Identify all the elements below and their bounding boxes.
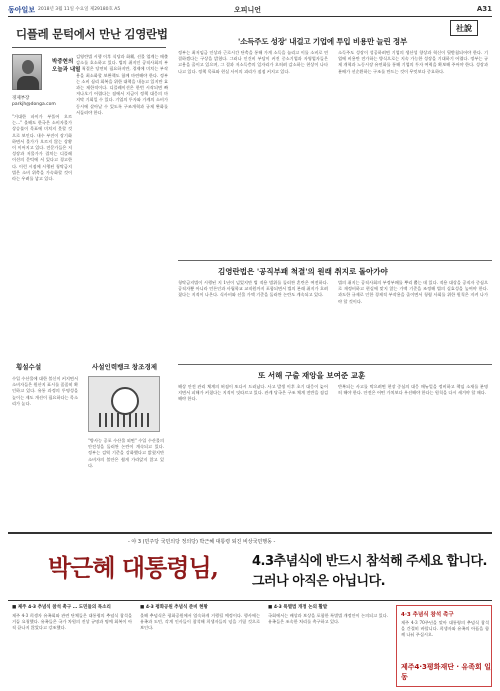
classified-col-2: [140, 605, 260, 687]
ad-footer: 제주4·3평화재단 · 유족회 일동: [401, 663, 491, 681]
banner-line-2: 그러나 아직은 아닙니다.: [252, 574, 386, 589]
editorial-body-3a: 해상 안전 관리 체계의 허점이 또다시 드러났다. 사고 발생 이후 초기 대응이 늦어지면서 피해가 커졌다는 지적이 잇따르고 있다. 관계 당국은 구조 체계 전반을 점검해야 한다.: [178, 384, 328, 402]
column-body-left: "거대한 파이가 부풀어 오르는…" 올해도 한국은 소비자물가 상승률이 목표에 미치지 못할 것으로 보인다. 내수 부진이 장기화하면서 물가가 오르지 않는 상황이 이어지고 있다. 전문가들은 저성장과 저물가가 겹치는 디플레이션의 문턱에 서 있다고 경고한다. 이런 시점에 시행된 청탁금지법은 소비 위축을 가속화할 것이라는 우려를 낳고 있다.: [12, 114, 72, 182]
cartoon-caption: "방사능 공포 수산물 외면" 수입 수산물의 안전성을 둘러싼 논란이 계속되고 있다. 정부는 검역 기준을 강화했다고 밝혔지만 소비자의 불안은 쉽게 가라앉지 않고 있다.: [88, 438, 164, 468]
banner-big-text: 박근혜 대통령님,: [48, 553, 218, 582]
cartoon-body: 수입 수산물에 대한 불신이 커지면서 소비자들은 원산지 표시를 꼼꼼히 확인하고 있다. 유통 과정의 투명성을 높이는 제도 개선이 필요하다는 목소리가 높다.: [12, 376, 78, 406]
cartoon-section: [8, 358, 170, 528]
banner-ad: [8, 532, 492, 598]
editorial-divider-1: [178, 260, 492, 261]
editorial-title-1: '소득주도 성장' 내걸고 기업에 투입 비용만 늘린 정부: [238, 37, 408, 46]
editorial-body-2b: 법의 취지는 공직사회의 부정부패를 뿌리 뽑는 데 있다. 적용 대상을 공직자 중심으로 재정비하고 현실에 맞지 않는 가액 기준을 조정해 법의 실효성을 높여야 한다. 과도한 규제로 인한 경제적 부작용을 줄이면서 청렴 사회를 위한 원칙은 지켜 나가야 할 것이다.: [338, 280, 488, 304]
column-article: [8, 20, 170, 354]
ad-title: 4·3 추념식 참석 촉구: [401, 612, 454, 618]
photo-head: [22, 60, 34, 74]
column-headline: 디플레 문턱에서 만난 김영란법: [16, 27, 168, 41]
editorial-body-2a: 청탁금지법이 시행된 지 1년이 넘었지만 법 적용 범위를 둘러싼 혼란은 여전하다. 공직자뿐 아니라 언론인과 사립학교 교직원까지 포함되면서 법의 본래 취지가 흐려졌다는 지적이 나온다. 식사비와 선물 가액 기준을 둘러싼 논란도 계속되고 있다.: [178, 280, 328, 298]
columnist-label: 박중현의 오늘과 내일: [52, 59, 81, 73]
classified-col-3-body: 국회에서는 배상과 보상을 포함한 특별법 개정안이 논의되고 있다. 유족들은 조속한 처리를 촉구하고 있다.: [268, 613, 388, 625]
classified-col-3-head: ■ 4·3 특별법 개정 논의 활발: [268, 605, 328, 610]
columnist-info: [12, 96, 56, 108]
page-number: A31: [476, 5, 492, 13]
editorial-divider-2: [178, 364, 492, 365]
classified-col-2-head: ■ 4·3 평화공원 추념식 준비 현황: [140, 605, 208, 610]
cartoon-disc: [111, 387, 139, 415]
editorial-body-3b: 반복되는 사고를 막으려면 현장 중심의 대응 매뉴얼을 정비하고 책임 소재를 분명히 해야 한다. 안전은 어떤 가치보다 우선해야 한다는 원칙을 다시 새겨야 할 때다.: [338, 384, 488, 396]
editorial-body-1b: 소득주도 성장이 성공하려면 기업의 생산성 향상과 혁신이 뒷받침되어야 한다. 기업에 비용만 전가하는 방식으로는 지속 가능한 성장을 기대하기 어렵다. 정부는 규제 개혁과 노동시장 유연화를 통해 기업의 투자 여력을 확보해 주어야 한다. 성장과 분배가 선순환하는 구조를 만드는 것이 무엇보다 중요하다.: [338, 50, 488, 74]
column-body-mid: 김영란법 시행 이후 식당과 화훼, 선물 업계는 매출 감소를 호소하고 있다. 법의 취지인 공직사회의 부패 척결은 당연히 필요하지만, 경제에 미치는 부작용을 최소화할 보완책도 함께 마련해야 한다. 정부는 소비 심리 회복을 위한 대책을 내놓고 있지만 효과는 제한적이다. 디플레이션은 한번 시작되면 빠져나오기 어렵다는 점에서 지금이 정책 대응의 마지막 기회일 수 있다. 기업의 투자와 가계의 소비가 동시에 살아날 수 있도록 구조개혁과 규제 완화를 서둘러야 한다.: [76, 54, 168, 115]
masthead: [8, 4, 492, 16]
cartoon-image: [88, 376, 160, 432]
cartoon-label: 횡설수설: [16, 363, 42, 371]
classified-col-3: [268, 605, 388, 687]
classified-ad-box: [396, 605, 492, 687]
headline-divider: [12, 47, 166, 48]
issue-date: 2018년 3월 11일 수요일 제29180호 A5: [38, 7, 121, 12]
banner-small-text: - 야 3 (민주당 국민의당 정의당) 박근혜 대통령 퇴진 비상국민행동 -: [128, 539, 276, 545]
cartoon-spikes: [99, 413, 151, 427]
ad-body: 제주 4·3 70주년을 맞아 대통령의 추념식 참석을 간절히 바랍니다. 희생자와 유족의 아픔을 함께 나눠 주십시오.: [401, 620, 489, 638]
editorial-body-1a: 정부는 최저임금 인상과 근로시간 단축을 통해 가계 소득을 늘리고 이를 소비로 연결하겠다는 구상을 밝혔다. 그러나 인건비 부담이 커진 중소기업과 자영업자들은 고용을 줄이고 있으며, 그 결과 저소득층의 일자리가 오히려 감소하는 현상이 나타나고 있다. 정책 목표와 현실 사이의 괴리가 점점 커지고 있다.: [178, 50, 328, 74]
photo-body: [17, 76, 39, 90]
classified-col-1-body: 제주 4·3 희생자 유족회와 관련 단체들은 대통령의 추념식 참석을 거듭 요청했다. 유족들은 국가 차원의 진상 규명과 명예 회복이 아직 끝나지 않았다고 강조했다.: [12, 613, 132, 631]
editorial-title-3: 또 서해 구출 재앙을 보여준 교훈: [258, 371, 366, 380]
banner-line-1: 4.3추념식에 반드시 참석해 주세요 합니다.: [252, 554, 487, 569]
editorial-title-2: 김영란법은 '공직부패 척결'의 원래 취지로 돌아가야: [218, 267, 388, 276]
top-rule: [8, 16, 492, 17]
paper-logo: 동아일보: [8, 6, 36, 14]
columnist-email: parkjh@donga.com: [12, 102, 56, 107]
editorial-section: [178, 20, 492, 420]
classified-section: [8, 600, 492, 688]
section-name: 오피니언: [234, 6, 262, 14]
classified-col-1: [12, 605, 132, 687]
classified-col-2-body: 올해 추념식은 평화공원에서 엄숙하게 거행될 예정이다. 행사에는 유족과 도민, 각계 인사들이 참석해 희생자들의 넋을 기릴 것으로 보인다.: [140, 613, 260, 631]
opinion-label: 사설인력뱅크 창조경제: [92, 363, 158, 371]
classified-col-1-head: ■ 제주 4·3 추념식 참석 촉구 … 도민들의 목소리: [12, 605, 111, 610]
columnist-name: 경제부장: [12, 96, 30, 101]
columnist-photo: [12, 54, 42, 90]
editorial-label-box: 社說: [450, 20, 478, 36]
